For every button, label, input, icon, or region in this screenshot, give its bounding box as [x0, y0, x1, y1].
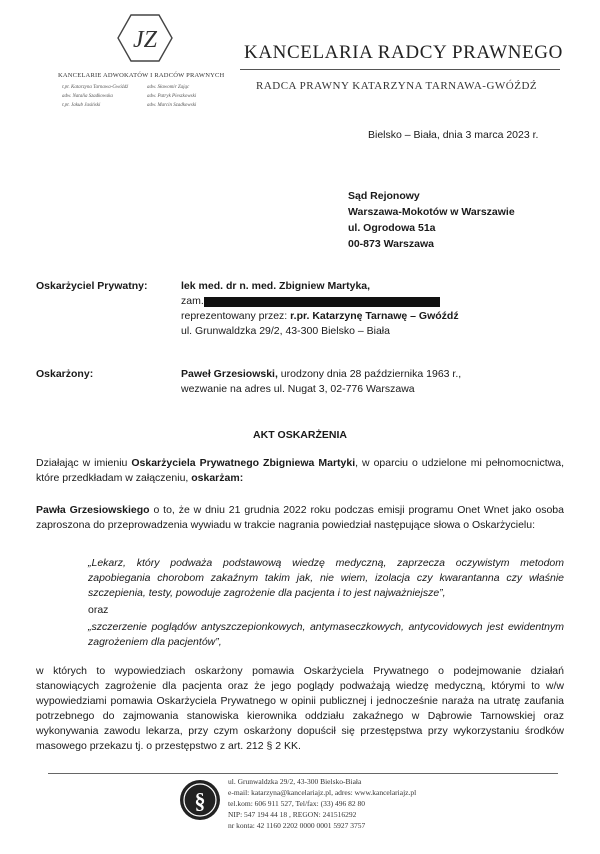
firm-logo — [117, 14, 173, 62]
accuse-keyword: oskarżam: — [191, 472, 244, 484]
document-heading: AKT OSKARŻENIA — [253, 429, 347, 441]
staff-name: adw. Natalia Szadkowska — [62, 94, 113, 99]
accused-name: Paweł Grzesiowski, — [181, 368, 278, 380]
intro-text: Działając w imieniu — [36, 457, 132, 469]
representative-address: ul. Grunwaldzka 29/2, 43-300 Bielsko – Biała — [181, 325, 390, 337]
footer-nip: NIP: 547 194 44 18 , REGON: 241516292 — [228, 810, 357, 819]
prosecutor-reference: Oskarżyciela Prywatnego Zbigniewa Martyki — [131, 457, 356, 469]
footer-account: nr konta: 42 1160 2202 0000 0001 5927 3757 — [228, 821, 366, 830]
letterhead-title: KANCELARIA RADCY PRAWNEGO — [244, 42, 563, 63]
represented-prefix: reprezentowany przez: — [181, 310, 291, 322]
private-prosecutor-label: Oskarżyciel Prywatny: — [36, 280, 148, 292]
letterhead-divider — [240, 69, 560, 70]
private-prosecutor-name: lek med. dr n. med. Zbigniew Martyka, — [181, 280, 371, 292]
court-line: 00-873 Warszawa — [348, 238, 434, 250]
court-line: Warszawa-Mokotów w Warszawie — [348, 206, 515, 218]
staff-name: adw. Marcin Szadkowski — [147, 103, 197, 108]
staff-name: r.pr. Jakub Jasiński — [62, 103, 101, 108]
staff-name: r.pr. Katarzyna Tarnawa-Gwóźdź — [62, 85, 129, 90]
intro-paragraph — [36, 456, 564, 486]
seal-symbol: § — [194, 788, 206, 813]
letterhead-subtitle: RADCA PRAWNY KATARZYNA TARNAWA-GWÓŹDŹ — [256, 80, 538, 92]
accused-label: Oskarżony: — [36, 368, 94, 380]
accused-line — [181, 367, 461, 382]
firm-network-name: KANCELARIE ADWOKATÓW I RADCÓW PRAWNYCH — [58, 72, 225, 79]
accused-birth: urodzony dnia 28 października 1963 r., — [277, 368, 462, 380]
staff-name: adw. Sławomir Zając — [147, 85, 190, 90]
paragraph-seal-logo — [178, 778, 222, 822]
footer-divider — [48, 773, 558, 774]
footer-address: ul. Grunwaldzka 29/2, 43-300 Bielsko-Biała — [228, 777, 362, 786]
address-prefix: zam. — [181, 295, 204, 307]
court-line: Sąd Rejonowy — [348, 190, 420, 202]
date-line: Bielsko – Biała, dnia 3 marca 2023 r. — [368, 129, 539, 141]
quote-conjunction: oraz — [88, 604, 109, 616]
accused-reference: Pawła Grzesiowskiego — [36, 504, 150, 516]
quote-1: „Lekarz, który podważa podstawową wiedzę medyczną, zaprzecza oczywistym metodom zapobiegania chorobom zakaźnym takim jak, nie wiem, izolacja czy kwarantanna czy właśnie szczepienia, testy, powoduje zagrożenie dla pacjenta i to jest najważniejsze”, — [88, 557, 564, 599]
charge-text: o to, że w dniu 21 grudnia 2022 roku podczas emisji programu Onet Wnet jako osoba zaproszona do przeprowadzenia wywiadu w trakcie nagrania powiedział następujące słowa o Oskarżycielu: — [36, 504, 564, 531]
represented-line — [181, 309, 459, 324]
accused-summons: wezwanie na adres ul. Nugat 3, 02-776 Warszawa — [181, 383, 415, 395]
footer-email: e-mail: katarzyna@kancelariajz.pl, adres: www.kancelariajz.pl — [228, 788, 417, 797]
logo-text: JZ — [133, 27, 157, 53]
quote-2: „szczerzenie poglądów antyszczepionkowych, antymaseczkowych, antycovidowych jest ewidentnym zagrożeniem dla pacjentów”, — [88, 621, 564, 648]
staff-name: adw. Patryk Pieszkowski — [147, 94, 197, 99]
intro-text: , w oparciu o udzielone mi pełnomocnictwa, które przedkładam w załączeniu, — [36, 457, 564, 484]
allegation-paragraph: w których to wypowiedziach oskarżony pomawia Oskarżyciela Prywatnego o podejmowanie działań stanowiących zagrożenie dla pacjenta oraz że jego poglądy podważają wiedzę medyczną, którymi to w/w wypowiedziami pomawia Oskarżyciela Prywatnego w opinii publicznej i jednocześnie naraża na utratę zaufania potrzebnego do zajmowania stanowiska kierownika oddziału zakaźnego w Dąbrowie Tarnowskiej oraz wykonywania zawodu lekarza, przy czym oskarżony dopuścił się przestępstwa przy wykorzystaniu środków masowego przekazu tj. o przestępstwo z art. 212 § 2 KK. — [36, 665, 564, 752]
representative-name: r.pr. Katarzynę Tarnawę – Gwóźdź — [290, 310, 459, 322]
charge-paragraph — [36, 503, 564, 533]
court-line: ul. Ogrodowa 51a — [348, 222, 436, 234]
footer-phone: tel.kom: 606 911 527, Tel/fax: (33) 496 82 80 — [228, 799, 365, 808]
redacted-address — [204, 297, 440, 307]
